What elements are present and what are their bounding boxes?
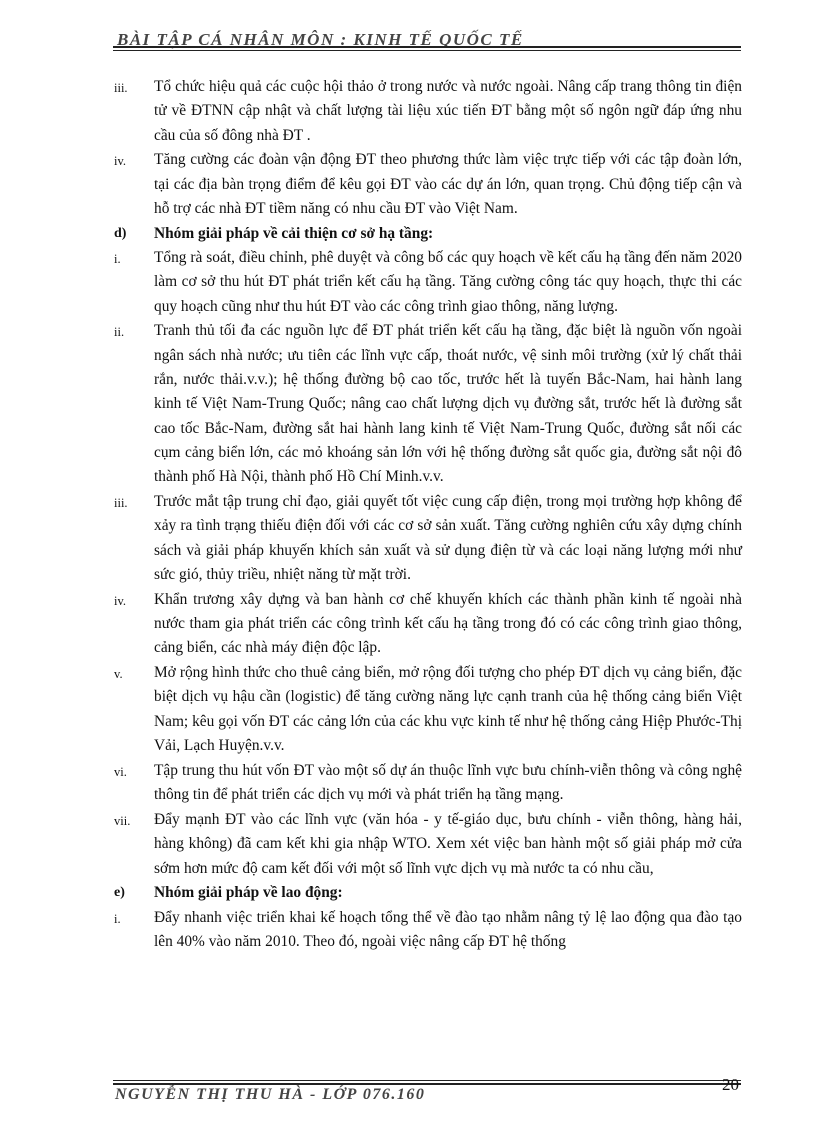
- list-marker: vi.: [114, 764, 127, 779]
- list-item: [114, 661, 742, 758]
- list-marker: iv.: [114, 593, 127, 608]
- list-marker: i.: [114, 252, 121, 267]
- paragraph-text: Tổng rà soát, điều chỉnh, phê duyệt và công bố các quy hoạch về kết cấu hạ tầng đến năm 2020 làm cơ sở thu hút ĐT phát triển kết cấu hạ tầng. Tăng cường công tác quy hoạch, thực thi các quy hoạch cũng như thu hút ĐT vào các công trình giao thông, năng lượng.: [154, 249, 742, 315]
- section-marker: d): [114, 225, 127, 241]
- list-item: [114, 319, 742, 489]
- paragraph-text: Tổ chức hiệu quả các cuộc hội thảo ở trong nước và nước ngoài. Nâng cấp trang thông tin điện tử về ĐTNN cập nhật và chất lượng tài liệu xúc tiến ĐT bằng một số ngôn ngữ đáp ứng nhu cầu của số đông nhà ĐT .: [154, 78, 742, 144]
- paragraph-text: Trước mắt tập trung chỉ đạo, giải quyết tốt việc cung cấp điện, trong mọi trường hợp không để xảy ra tình trạng thiếu điện đối với các cơ sở sản xuất. Tăng cường nghiên cứu xây dựng chính sách và giải pháp khuyến khích sản xuất và sử dụng điện từ và các loại năng lượng mới như sức gió, thủy triều, nhiệt năng từ mặt trời.: [154, 493, 742, 583]
- header-rule: [113, 46, 741, 51]
- list-item: [114, 808, 742, 881]
- footer-text: NGUYỄN THỊ THU HÀ - LỚP 076.160: [115, 1086, 426, 1103]
- paragraph-text: Tăng cường các đoàn vận động ĐT theo phương thức làm việc trực tiếp với các tập đoàn lớn, tại các địa bàn trọng điểm để kêu gọi ĐT vào các dự án lớn, quan trọng. Chủ động tiếp cận và hỗ trợ các nhà ĐT tiềm năng có nhu cầu ĐT vào Việt Nam.: [154, 151, 742, 217]
- list-item: [114, 588, 742, 661]
- page-number: 20: [722, 1075, 739, 1094]
- list-marker: v.: [114, 667, 123, 682]
- section-title: Nhóm giải pháp về cải thiện cơ sở hạ tầng:: [154, 224, 434, 242]
- footer-rule: [113, 1080, 741, 1085]
- list-item: [114, 490, 742, 587]
- list-marker: i.: [114, 911, 121, 926]
- paragraph-text: Tập trung thu hút vốn ĐT vào một số dự án thuộc lĩnh vực bưu chính-viễn thông và công nghệ thông tin để phát triển các dịch vụ mới và phát triển hạ tầng mạng.: [154, 761, 742, 804]
- paragraph-text: Đẩy mạnh ĐT vào các lĩnh vực (văn hóa - y tế-giáo dục, bưu chính - viễn thông, hàng hải, hàng không) đã cam kết khi gia nhập WTO. Xem xét việc ban hành một số giải pháp mở cửa sớm hơn mức độ cam kết đối với một số lĩnh vực dịch vụ mà nước ta có nhu cầu,: [154, 810, 742, 877]
- list-item: [114, 246, 742, 319]
- header-text: BÀI TẬP CÁ NHÂN MÔN : KINH TẾ QUỐC TẾ: [117, 30, 524, 49]
- list-marker: vii.: [114, 813, 131, 828]
- list-item: [114, 759, 742, 808]
- paragraph-text: Đẩy nhanh việc triển khai kế hoạch tổng thể về đào tạo nhằm nâng tỷ lệ lao động qua đào tạo lên 40% vào năm 2010. Theo đó, ngoài việc nâng cấp ĐT hệ thống: [154, 908, 742, 950]
- document-body: [114, 75, 742, 955]
- section-heading: [114, 881, 742, 905]
- list-marker: iv.: [114, 154, 127, 169]
- list-marker: iii.: [114, 496, 128, 511]
- paragraph-text: Khẩn trương xây dựng và ban hành cơ chế khuyến khích các thành phần kinh tế ngoài nhà nước tham gia phát triển các công trình kết cấu hạ tầng trong đó có các công trình giao thông, cảng biển, các nhà máy điện độc lập.: [154, 590, 742, 657]
- page-footer: [113, 1075, 741, 1110]
- section-marker: e): [114, 885, 125, 901]
- section-heading: [114, 222, 742, 246]
- section-title: Nhóm giải pháp về lao động:: [154, 884, 343, 902]
- list-item: [114, 906, 742, 955]
- list-marker: iii.: [114, 81, 128, 95]
- paragraph-text: Mở rộng hình thức cho thuê cảng biển, mở rộng đối tượng cho phép ĐT dịch vụ cảng biển, đặc biệt dịch vụ hậu cần (logistic) để tăng cường năng lực cạnh tranh của hệ thống cảng biển Việt Nam; kêu gọi vốn ĐT các cảng lớn của các khu vực kinh tế như hệ thống cảng Hiệp Phước-Thị Vải, Lạch Huyện.v.v.: [154, 664, 742, 755]
- page-header: [113, 28, 741, 50]
- list-marker: ii.: [114, 325, 125, 340]
- list-item: [114, 148, 742, 221]
- paragraph-text: Tranh thủ tối đa các nguồn lực để ĐT phát triển kết cấu hạ tầng, đặc biệt là nguồn vốn ngoài ngân sách nhà nước; ưu tiên các lĩnh vực cấp, thoát nước, vệ sinh môi trường (xử lý chất thải rắn, nước thải.v.v.); hệ thống đường bộ cao tốc, trước hết là tuyến Bắc-Nam, hai hành lang kinh tế Việt Nam-Trung Quốc; nâng cao chất lượng dịch vụ đường sắt, trước hết là đường sắt cao tốc Bắc-Nam, đường sắt hai hành lang kinh tế Việt Nam-Trung Quốc, đường sắt nối các cụm cảng biển lớn, các mỏ khoáng sản lớn với hệ thống đường sắt quốc gia, đường sắt nội đô thành phố Hà Nội, thành phố Hồ Chí Minh.v.v.: [154, 322, 742, 486]
- list-item: [114, 75, 742, 148]
